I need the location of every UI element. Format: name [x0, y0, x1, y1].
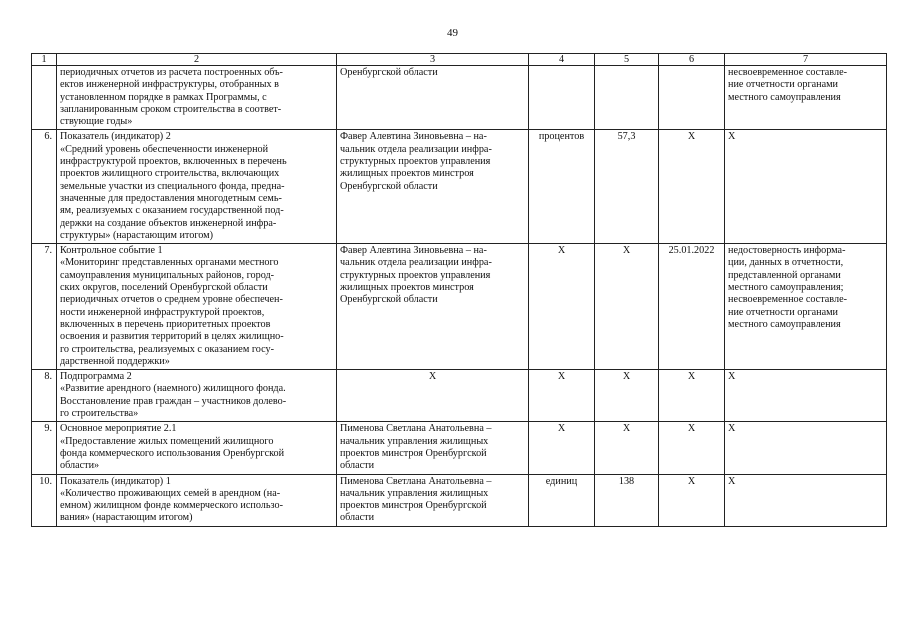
description-line: го строительства, реализуемых с оказанием госу-	[60, 343, 274, 355]
responsible-cell	[337, 422, 529, 474]
table-row	[32, 244, 887, 370]
description-line: держки на создание объектов инженерной инфра-	[60, 217, 277, 229]
risk-cell	[725, 130, 887, 244]
description-line: Восстановление прав граждан – участников долево-	[60, 395, 287, 407]
header-cell: 3	[337, 54, 529, 66]
risk-cell	[725, 422, 887, 474]
risk-cell	[725, 370, 887, 422]
value-cell: X	[595, 422, 659, 474]
description-line: запланированным сроком строительства в соответ-	[60, 103, 282, 115]
description-cell	[57, 370, 337, 422]
risk-line: ции, данных в отчетности,	[728, 257, 844, 269]
description-line: земельные участки из специального фонда, предна-	[60, 180, 285, 192]
responsible-cell	[337, 244, 529, 370]
header-cell: 5	[595, 54, 659, 66]
description-line: фонда коммерческого использования Оренбургской	[60, 447, 285, 459]
description-line: Основное мероприятие 2.1	[60, 423, 177, 435]
row-number: 9.	[32, 422, 57, 474]
risk-line: местного самоуправления	[728, 91, 841, 103]
table-row	[32, 422, 887, 474]
responsible-line: жилищных проектов минстроя	[340, 282, 474, 294]
responsible-cell	[337, 66, 529, 130]
responsible-line: Оренбургской области	[340, 67, 438, 78]
description-cell	[57, 244, 337, 370]
table-row	[32, 474, 887, 526]
description-line: ствующие годы»	[60, 116, 133, 128]
description-line: го строительства»	[60, 408, 139, 420]
table-row	[32, 370, 887, 422]
value-cell: 57,3	[595, 130, 659, 244]
risk-line: представленной органами	[728, 269, 841, 281]
description-line: Контрольное событие 1	[60, 245, 163, 257]
responsible-line: Пименова Светлана Анатольевна –	[340, 423, 492, 435]
date-cell: X	[659, 422, 725, 474]
responsible-line: проектов минстроя Оренбургской	[340, 500, 487, 512]
header-cell: 1	[32, 54, 57, 66]
risk-line: ние отчетности органами	[728, 306, 839, 318]
description-line: ектов инженерной инфраструктуры, отобранных в	[60, 79, 279, 91]
description-line: Показатель (индикатор) 1	[60, 475, 171, 487]
description-line: вания» (нарастающим итогом)	[60, 512, 193, 524]
risk-line: местного самоуправления;	[728, 282, 844, 294]
risk-line: недостоверность информа-	[728, 245, 846, 257]
plan-table	[31, 53, 887, 527]
unit-cell: X	[529, 370, 595, 422]
risk-line: несвоевременное составле-	[728, 67, 847, 78]
row-number: 8.	[32, 370, 57, 422]
description-line: области»	[60, 460, 100, 472]
responsible-line: жилищных проектов минстроя	[340, 168, 474, 180]
description-line: структуры» (нарастающим итогом)	[60, 229, 213, 241]
description-line: «Средний уровень обеспеченности инженерной	[60, 143, 269, 155]
description-cell	[57, 66, 337, 130]
description-line: инфраструктурой проектов, включенных в перечень	[60, 156, 287, 168]
unit-cell: X	[529, 244, 595, 370]
table-row	[32, 130, 887, 244]
description-cell	[57, 474, 337, 526]
value-cell	[595, 66, 659, 130]
page-number: 49	[447, 27, 458, 39]
description-line: «Количество проживающих семей в арендном (на-	[60, 487, 281, 499]
responsible-line: X	[428, 371, 437, 383]
description-line: ности инженерной инфраструктурой проектов,	[60, 306, 265, 318]
risk-line: ние отчетности органами	[728, 79, 839, 91]
responsible-line: области	[340, 512, 375, 524]
header-cell: 6	[659, 54, 725, 66]
responsible-line: структурных проектов управления	[340, 269, 491, 281]
responsible-line: начальник управления жилищных	[340, 435, 489, 447]
description-line: проектов жилищного строительства, включающих	[60, 168, 280, 180]
description-line: самоуправления муниципальных районов, город-	[60, 269, 275, 281]
description-line: емном) жилищном фонде коммерческого использо-	[60, 500, 283, 512]
description-line: Показатель (индикатор) 2	[60, 131, 171, 143]
responsible-line: проектов минстроя Оренбургской	[340, 447, 487, 459]
description-line: периодичных отчетов о среднем уровне обеспечен-	[60, 294, 283, 306]
risk-cell	[725, 474, 887, 526]
value-cell: X	[595, 244, 659, 370]
responsible-line: Оренбургской области	[340, 180, 438, 192]
risk-line: X	[728, 475, 736, 487]
description-line: «Развитие арендного (наемного) жилищного фонда.	[60, 383, 286, 395]
date-cell: X	[659, 370, 725, 422]
responsible-line: начальник управления жилищных	[340, 487, 489, 499]
date-cell: X	[659, 130, 725, 244]
risk-line: X	[728, 131, 736, 143]
description-line: установленном порядке в рамках Программы, с	[60, 91, 267, 103]
description-line: ских округов, поселений Оренбургской области	[60, 282, 268, 294]
responsible-cell	[337, 130, 529, 244]
description-line: «Предоставление жилых помещений жилищного	[60, 435, 274, 447]
responsible-line: Фавер Алевтина Зиновьевна – на-	[340, 131, 487, 143]
unit-cell	[529, 66, 595, 130]
responsible-line: чальник отдела реализации инфра-	[340, 143, 492, 155]
description-cell	[57, 422, 337, 474]
row-number: 7.	[32, 244, 57, 370]
unit-cell: единиц	[529, 474, 595, 526]
description-line: Подпрограмма 2	[60, 371, 132, 383]
responsible-line: области	[340, 460, 375, 472]
table-header-row	[32, 54, 887, 66]
risk-line: X	[728, 371, 736, 383]
responsible-cell	[337, 370, 529, 422]
value-cell: X	[595, 370, 659, 422]
responsible-line: чальник отдела реализации инфра-	[340, 257, 492, 269]
value-cell: 138	[595, 474, 659, 526]
unit-cell: процентов	[529, 130, 595, 244]
risk-line: местного самоуправления	[728, 318, 841, 330]
risk-cell	[725, 244, 887, 370]
description-cell	[57, 130, 337, 244]
description-line: «Мониторинг представленных органами местного	[60, 257, 279, 269]
responsible-cell	[337, 474, 529, 526]
responsible-line: структурных проектов управления	[340, 156, 491, 168]
header-cell: 7	[725, 54, 887, 66]
table-row	[32, 66, 887, 130]
description-line: ям, реализуемых с оказанием государственной под-	[60, 205, 284, 217]
row-number: 10.	[32, 474, 57, 526]
risk-line: X	[728, 423, 736, 435]
row-number	[32, 66, 57, 130]
description-line: дарственной поддержки»	[60, 355, 170, 367]
unit-cell: X	[529, 422, 595, 474]
date-cell: X	[659, 474, 725, 526]
header-cell: 2	[57, 54, 337, 66]
row-number: 6.	[32, 130, 57, 244]
description-line: освоения и развития территорий в целях жилищно-	[60, 331, 284, 343]
description-line: включенных в перечень приоритетных проектов	[60, 318, 271, 330]
date-cell	[659, 66, 725, 130]
date-cell: 25.01.2022	[659, 244, 725, 370]
responsible-line: Оренбургской области	[340, 294, 438, 306]
responsible-line: Фавер Алевтина Зиновьевна – на-	[340, 245, 487, 257]
header-cell: 4	[529, 54, 595, 66]
description-line: значенные для предоставления многодетным семь-	[60, 192, 282, 204]
description-line: периодичных отчетов из расчета построенных объ-	[60, 67, 283, 78]
risk-line: несвоевременное составле-	[728, 294, 847, 306]
responsible-line: Пименова Светлана Анатольевна –	[340, 475, 492, 487]
risk-cell	[725, 66, 887, 130]
